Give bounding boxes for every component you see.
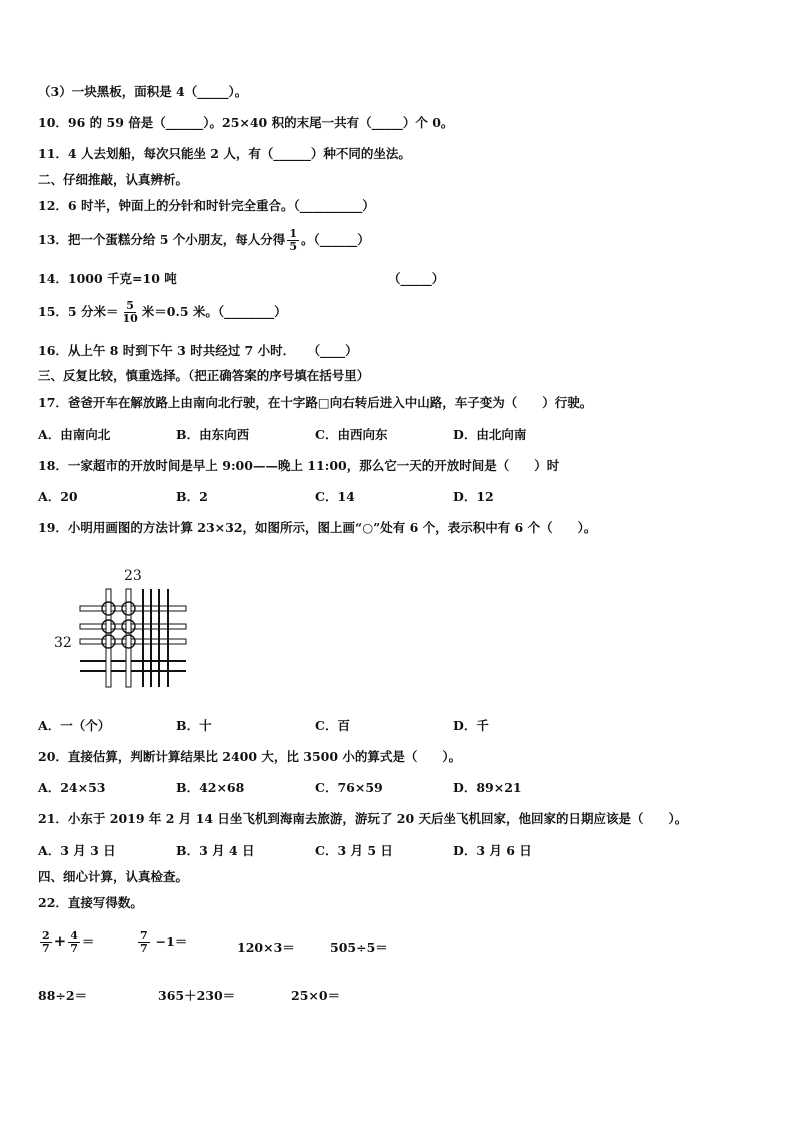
question-19: 19．小明用画图的方法计算 23×32，如图所示，图上画“○”处有 6 个，表示积中有 6 个（ ）。 [38,520,597,535]
q19-option-d: D．千 [453,718,489,733]
q15-tail: 米＝0.5 米。（________） [141,304,287,319]
expr1-equals: ＝ [81,934,95,949]
q13-fraction [287,228,299,253]
question-20: 20．直接估算，判断计算结果比 2400 大，比 3500 小的算式是（ ）。 [38,749,462,764]
question-21: 21．小东于 2019 年 2 月 14 日坐飞机到海南去旅游，游玩了 20 天后坐飞机回家，他回家的日期应该是（ ）。 [38,811,688,826]
q13-text: 13．把一个蛋糕分给 5 个小朋友，每人分得 [38,232,286,247]
line-blackboard: （3）一块黑板，面积是 4（_____）。 [38,84,248,99]
expr1-frac-b [68,930,80,955]
q17-option-c: C．由西向东 [315,427,388,442]
question-15 [38,300,287,325]
section-2-heading: 二、仔细推敲，认真辨析。 [38,172,189,187]
q13-tail: 。（______） [300,232,370,247]
q18-option-a: A．20 [38,489,78,504]
expr2-frac-num: 7 [140,929,148,942]
question-10: 10．96 的 59 倍是（______）。25×40 积的末尾一共有（_____）个 0。 [38,115,454,130]
question-14: 14．1000 千克=10 吨 [38,271,177,286]
q20-option-c: C．76×59 [315,780,383,795]
q21-option-c: C．3 月 5 日 [315,843,393,858]
q17-option-a: A．由南向北 [38,427,111,442]
expr1-plus: + [53,932,67,950]
q20-option-d: D．89×21 [453,780,522,795]
horizontal-single-lines [80,661,186,671]
question-13 [38,228,370,253]
expr1-frac-a-num: 2 [42,929,50,942]
q20-option-b: B．42×68 [176,780,245,795]
section-4-heading: 四、细心计算，认真检查。 [38,869,189,884]
question-16: 16．从上午 8 时到下午 3 时共经过 7 小时． （____） [38,343,358,358]
q15-fraction-num: 5 [126,299,134,312]
expr-365plus230: 365＋230＝ [158,988,236,1003]
q17-option-b: B．由东向西 [176,427,250,442]
vertical-lines [106,589,131,687]
q18-option-d: D．12 [453,489,494,504]
expr-88div2: 88÷2＝ [38,988,88,1003]
question-12: 12．6 时半，钟面上的分针和时针完全重合。（__________） [38,198,375,213]
expr2-frac-den: 7 [140,942,148,955]
q15-fraction-den: 10 [122,312,138,325]
horizontal-lines [80,606,186,644]
expr1-frac-a-den: 7 [42,942,50,955]
expr2-rest: −1＝ [155,934,188,949]
expr1-frac-b-den: 7 [70,942,78,955]
q13-fraction-num: 1 [289,227,297,240]
question-17: 17．爸爸开车在解放路上由南向北行驶，在十字路□向右转后进入中山路，车子变为（ ）行驶。 [38,395,593,410]
vertical-single-lines [143,589,168,687]
q15-fraction [120,300,139,325]
q19-option-c: C．百 [315,718,350,733]
expr1-frac-b-num: 4 [70,929,78,942]
question-22: 22．直接写得数。 [38,895,143,910]
q14-blank: （_____） [388,271,445,286]
q21-option-b: B．3 月 4 日 [176,843,255,858]
q19-option-b: B．十 [176,718,212,733]
expr-505div5: 505÷5＝ [330,940,388,955]
expr-fraction-sum [38,930,94,955]
multiplication-grid-figure [50,563,210,693]
expr-120x3: 120×3＝ [237,940,295,955]
question-11: 11．4 人去划船，每次只能坐 2 人，有（______）种不同的坐法。 [38,146,411,161]
question-18: 18．一家超市的开放时间是早上 9:00——晚上 11:00，那么它一天的开放时间是（ ）时 [38,458,560,473]
q20-option-a: A．24×53 [38,780,106,795]
q13-fraction-den: 5 [289,240,297,253]
expr2-frac [138,930,150,955]
section-3-heading: 三、反复比较，慎重选择。（把正确答案的序号填在括号里） [38,368,370,383]
q18-option-c: C．14 [315,489,355,504]
expr-25x0: 25×0＝ [291,988,341,1003]
expr-fraction-minus [136,930,187,955]
q19-option-a: A．一（个） [38,718,111,733]
q15-text: 15．5 分米＝ [38,304,119,319]
q18-option-b: B．2 [176,489,208,504]
expr1-frac-a [40,930,52,955]
q17-option-d: D．由北向南 [453,427,527,442]
figure-label-23: 23 [124,568,142,584]
q21-option-d: D．3 月 6 日 [453,843,532,858]
q21-option-a: A．3 月 3 日 [38,843,116,858]
figure-label-32: 32 [54,635,72,651]
